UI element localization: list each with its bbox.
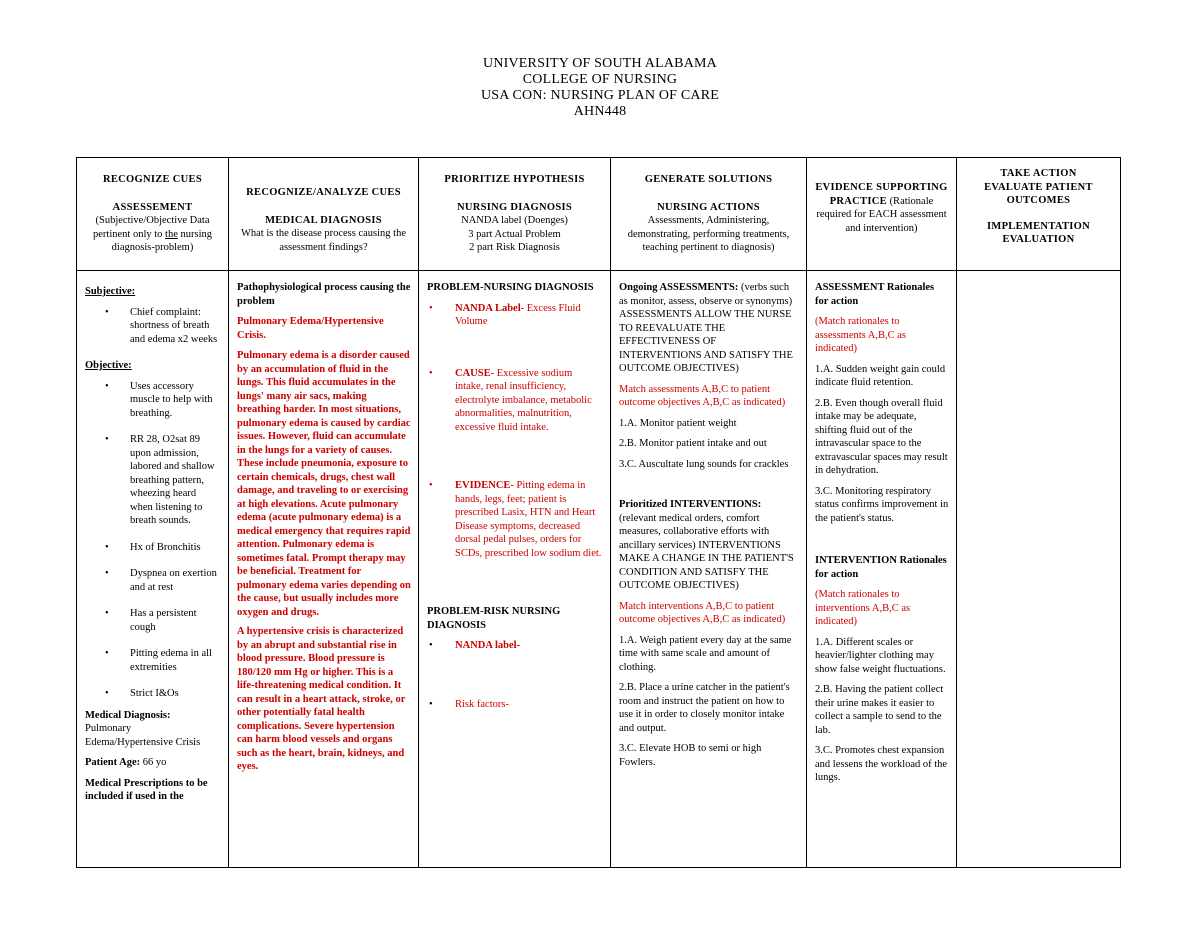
problem-nursing-heading: PROBLEM-NURSING DIAGNOSIS (427, 282, 594, 293)
header-c5-title: EVIDENCE SUPPORTING PRACTICE (815, 182, 948, 207)
content-row (77, 271, 1121, 868)
list-item: • Dyspnea on exertion and at rest (105, 568, 217, 593)
rationale-item: 2.B. Even though overall fluid intake may be adequate, shifting fluid out of the intravascular space to the extravascular spaces may result in dehydration. (815, 397, 948, 476)
care-plan-table (76, 157, 1121, 868)
rationale-item: 3.C. Monitoring respiratory status confirms improvement in the patient's status. (815, 485, 949, 524)
list-item: • Has a persistent cough (105, 608, 197, 633)
subjective-label: Subjective: (85, 286, 136, 297)
list-item: • Uses accessory muscle to help with breathing. (105, 380, 213, 419)
header-c6-l3: IMPLEMENTATION EVALUATION (987, 220, 1090, 246)
header-take-action (957, 158, 1121, 271)
diagnosis-name: Pulmonary Edema/Hypertensive Crisis. (237, 316, 384, 341)
header-c1-desc: (Subjective/Objective Data pertinent only to the nursing diagnosis-problem) (93, 215, 212, 254)
risk-nanda-item: • NANDA label- (429, 640, 521, 651)
header-prioritize-hypothesis (419, 158, 611, 271)
header-c2-sub: MEDICAL DIAGNOSIS (265, 214, 382, 226)
nursing-diagnosis-cell (419, 271, 611, 868)
assessment-rationales-note: (Match rationales to assessments A,B,C as indicated) (815, 316, 907, 354)
header-c4-title: GENERATE SOLUTIONS (644, 174, 773, 186)
list-item: • RR 28, O2sat 89 upon admission, labored and shallow breathing pattern, wheezing heard when listening to breath sounds. (105, 434, 215, 526)
risk-list (427, 639, 603, 711)
medical-diagnosis-value: Pulmonary Edema/Hypertensive Crisis (85, 723, 201, 748)
spacer (427, 434, 603, 479)
list-item: • Chief complaint: shortness of breath and edema x2 weeks (105, 306, 218, 345)
header-analyze-cues (229, 158, 419, 271)
intervention-rationales-note: (Match rationales to interventions A,B,C as indicated) (815, 589, 911, 627)
objective-list (85, 380, 221, 701)
problem-risk-heading: PROBLEM-RISK NURSING DIAGNOSIS (427, 606, 561, 631)
header-c3-l3: 2 part Risk Diagnosis (469, 242, 560, 254)
title-college: COLLEGE OF NURSING (522, 72, 678, 87)
rationale-item: 1.A. Sudden weight gain could indicate fluid retention. (815, 363, 946, 388)
header-c2-title: RECOGNIZE/ANALYZE CUES (246, 187, 401, 198)
header-c3-sub: NURSING DIAGNOSIS (456, 201, 573, 213)
header-c3-l1: NANDA label (Doenges) (461, 215, 568, 227)
medical-diagnosis-label: Medical Diagnosis: (85, 709, 171, 721)
document-title (0, 56, 1200, 120)
intervention-item: 1.A. Weigh patient every day at the same time with same scale and amount of clothing. (619, 634, 792, 673)
header-c5-desc: (Rationale required for EACH assessment and intervention) (816, 195, 947, 234)
evidence-cell (807, 271, 957, 868)
interventions-match-note: Match interventions A,B,C to patient outcome objectives A,B,C as indicated) (619, 600, 786, 625)
cause-item: • CAUSE- Excessive sodium intake, renal insufficiency, electrolyte imbalance, metabolic abnormalities, malnutrition, excessive fluid intake. (429, 367, 592, 433)
spacer (427, 329, 603, 367)
nursing-actions-cell (611, 271, 807, 868)
header-recognize-cues (77, 158, 229, 271)
title-plan: USA CON: NURSING PLAN OF CARE (480, 88, 719, 103)
nanda-label-item: • NANDA Label- Excess Fluid Volume (429, 302, 581, 327)
rationale-item: 1.A. Different scales or heavier/lighter clothing may show false weight fluctuations. (815, 636, 946, 675)
take-action-cell (957, 271, 1121, 868)
evidence-item: • EVIDENCE- Pitting edema in hands, legs, feet; patient is prescribed Lasix, HTN and Heart Disease symptoms, decreased dorsal pedal pulses, orders for SCDs, prescribed low sodium diet. (429, 480, 602, 559)
title-course: AHN448 (573, 104, 627, 119)
header-evidence-practice (807, 158, 957, 271)
assessment-item: 2.B. Monitor patient intake and out (619, 438, 767, 449)
patho-heading: Pathophysiological process causing the problem (237, 282, 411, 307)
objective-label: Objective: (85, 360, 132, 371)
header-c1-title: RECOGNIZE CUES (102, 174, 202, 186)
rationale-item: 2.B. Having the patient collect their urine makes it easier to collect a sample to send to the lab. (815, 684, 944, 736)
assessments-match-note: Match assessments A,B,C to patient outcome objectives A,B,C as indicated) (619, 383, 786, 408)
list-item: • Strict I&Os (105, 688, 179, 699)
header-c2-desc: What is the disease process causing the assessment findings? (240, 228, 407, 253)
medical-diagnosis-cell (229, 271, 419, 868)
risk-factors-item: • Risk factors- (429, 698, 509, 710)
rationale-item: 3.C. Promotes chest expansion and lessens the workload of the lungs. (815, 745, 948, 783)
patient-age: Patient Age: 66 yo (85, 757, 167, 768)
assessment-item: 1.A. Monitor patient weight (619, 417, 737, 429)
header-c1-sub: ASSESSEMENT (112, 201, 193, 213)
header-c4-desc: Assessments, Administering, demonstrating, performing treatments, teaching pertinent to diagnosis) (627, 215, 790, 254)
hypertensive-crisis-text: A hypertensive crisis is characterized by an abrupt and substantial rise in blood pressure. Blood pressure is 180/120 mm Hg or higher. This is a life-threatening medical condition. It can result in a heart attack, stroke, or other potentially fatal health complications. Severe hypertension can harm blood vessels and organs such as the heart, brain, kidneys, and eyes. (237, 626, 406, 772)
list-item: • Hx of Bronchitis (105, 541, 201, 553)
pulmonary-edema-text: Pulmonary edema is a disorder caused by an accumulation of fluid in the lungs. This fluid accumulates in the lungs' many air sacs, making breathing harder. In most situations, pulmonary edema is caused by cardiac issues. However, fluid can accumulate in the lungs for a variety of causes. These include pneumonia, exposure to certain chemicals, drugs, chest wall damage, and traveling to or exercising at high elevations. Acute pulmonary edema (acute pulmonary edema) is a medical emergency that requires rapid attention. Pulmonary edema is sometimes fatal. Prompt therapy may be beneficial. Treatment for pulmonary edema varies depending on the cause, but usually includes more oxygen and drugs. (237, 350, 411, 618)
assessment-item: 3.C. Auscultate lung sounds for crackles (619, 458, 789, 470)
header-c3-title: PRIORITIZE HYPOTHESIS (444, 174, 585, 186)
spacer (427, 653, 603, 698)
title-university: UNIVERSITY OF SOUTH ALABAMA (483, 56, 717, 71)
header-c6-l2: EVALUATE PATIENT OUTCOMES (984, 181, 1093, 207)
intervention-item: 3.C. Elevate HOB to semi or high Fowlers. (619, 743, 762, 768)
header-c6-l1: TAKE ACTION (1000, 168, 1077, 180)
header-c4-sub: NURSING ACTIONS (657, 201, 760, 213)
header-row (77, 158, 1121, 271)
subjective-list (85, 306, 221, 347)
assessment-rationales-heading: ASSESSMENT Rationales for action (815, 282, 935, 307)
prioritized-interventions: Prioritized INTERVENTIONS: (relevant medical orders, comfort measures, collaborative efforts with ancillary services) INTERVENTIONS MAKE A CHANGE IN THE PATIENT'S CONDITION AND SATISFY THE OUTCOME OBJECTIVES) (619, 499, 794, 591)
list-item: • Pitting edema in all extremities (105, 648, 212, 673)
header-generate-solutions (611, 158, 807, 271)
intervention-rationales-heading: INTERVENTION Rationales for action (815, 555, 947, 580)
problem-list (427, 302, 603, 561)
prescriptions-label: Medical Prescriptions to be included if used in the (85, 777, 208, 802)
intervention-item: 2.B. Place a urine catcher in the patient's room and instruct the patient on how to use it in order to closely monitor intake and output. (619, 682, 790, 734)
assessment-cell (77, 271, 229, 868)
header-c3-l2: 3 part Actual Problem (468, 228, 561, 240)
ongoing-assessments: Ongoing ASSESSMENTS: (verbs such as monitor, assess, observe or synonyms) ASSESSMENTS ALLOW THE NURSE TO REEVALUATE THE EFFECTIVENESS OF INTERVENTIONS AND SATISFY THE OUTCOME OBJECTIVES) (619, 282, 793, 374)
